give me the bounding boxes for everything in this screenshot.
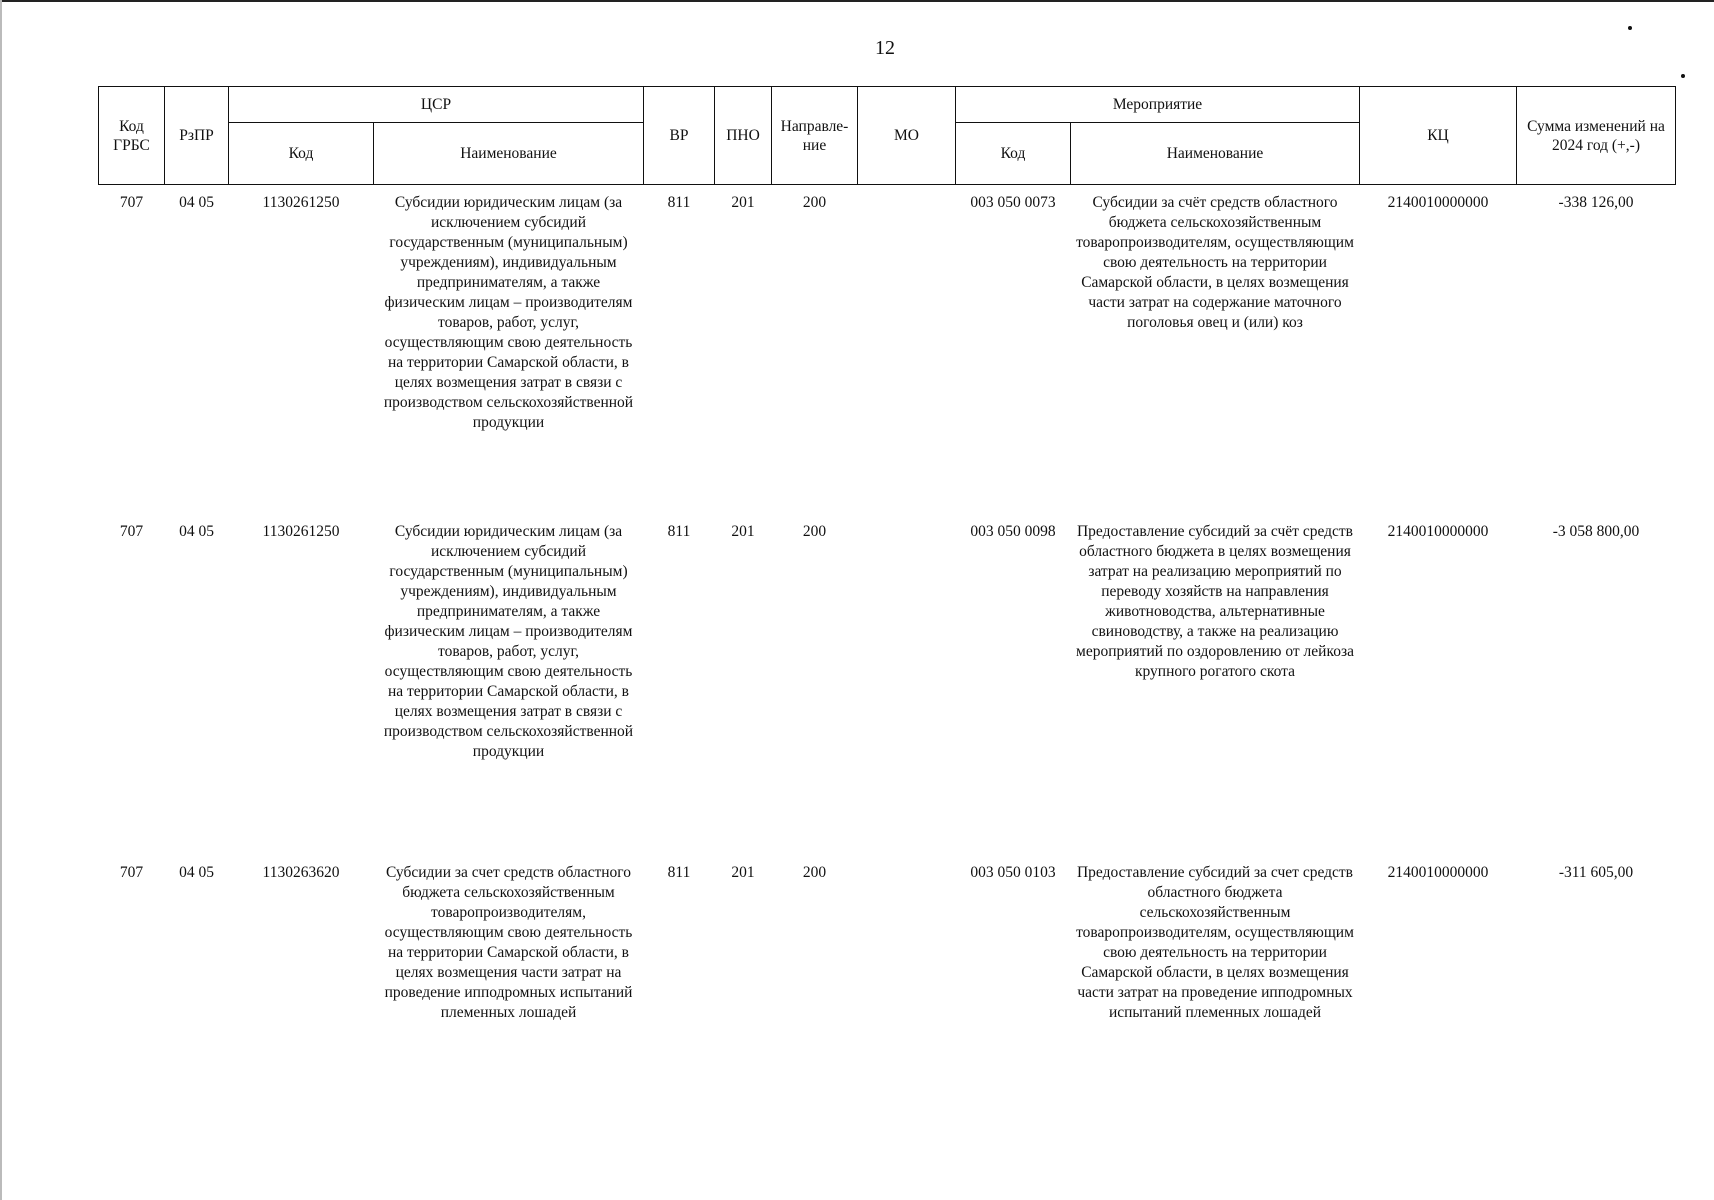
cell-summa: -311 605,00 <box>1558 864 1634 881</box>
header-mer-name: Наименование <box>1071 123 1360 185</box>
cell-pno: 201 <box>731 194 755 211</box>
table-row <box>99 185 1676 515</box>
cell-csr-code: 1130261250 <box>262 523 340 540</box>
cell-kc: 2140010000000 <box>1387 194 1489 211</box>
cell-kc: 2140010000000 <box>1387 523 1489 540</box>
cell-grbs: 707 <box>119 523 144 540</box>
cell-mer-code: 003 050 0103 <box>970 864 1056 881</box>
cell-kc: 2140010000000 <box>1387 864 1489 881</box>
cell-pno: 201 <box>731 864 755 881</box>
cell-mer-name: Предоставление субсидий за счёт средств областного бюджета в целях возмещения затрат на реализацию мероприятий по переводу хозяйств на направления животноводства, альтернативные свиноводству, а также на реализацию мероприятий по оздоровлению от лейкоза крупного рогатого скота <box>1076 523 1354 680</box>
cell-rzpr: 04 05 <box>179 864 214 881</box>
header-rzpr: РзПР <box>165 87 229 185</box>
cell-napravlenie: 200 <box>802 194 827 211</box>
page-number: 12 <box>875 37 895 59</box>
cell-csr-name: Субсидии юридическим лицам (за исключением субсидий государственным (муниципальным) учреждениям), индивидуальным предпринимателям, а также физическим лицам – производителям товаров, работ, услуг, осуществляющим свою деятельность на территории Самарской области, в целях возмещения затрат в связи с производством сельскохозяйственной продукции <box>383 523 634 760</box>
cell-vr: 811 <box>667 194 691 211</box>
cell-csr-code: 1130263620 <box>262 864 340 881</box>
cell-mer-name: Предоставление субсидий за счет средств областного бюджета сельскохозяйственным товаропроизводителям, осуществляющим свою деятельность на территории Самарской области, в целях возмещения части затрат на проведение ипподромных испытаний племенных лошадей <box>1076 864 1354 1021</box>
cell-mer-name: Субсидии за счёт средств областного бюджета сельскохозяйственным товаропроизводителям, осуществляющим свою деятельность на территории Самарской области, в целях возмещения части затрат на содержание маточного поголовья овец и (или) коз <box>1076 194 1354 331</box>
cell-vr: 811 <box>667 523 691 540</box>
cell-mer-code: 003 050 0073 <box>970 194 1056 211</box>
header-meropriyatie: Мероприятие <box>956 87 1360 123</box>
cell-mer-code: 003 050 0098 <box>970 523 1056 540</box>
cell-csr-name: Субсидии за счет средств областного бюджета сельскохозяйственным товаропроизводителям, осуществляющим свою деятельность на территории Самарской области, в целях возмещения части затрат на проведение ипподромных испытаний племенных лошадей <box>384 864 633 1021</box>
header-csr-name: Наименование <box>374 123 644 185</box>
cell-rzpr: 04 05 <box>179 523 214 540</box>
header-csr: ЦСР <box>229 87 644 123</box>
scan-edge-left <box>0 0 2 1200</box>
header-vr: ВР <box>644 87 715 185</box>
cell-vr: 811 <box>667 864 691 881</box>
scan-speck <box>1628 26 1632 30</box>
cell-summa: -338 126,00 <box>1558 194 1634 211</box>
cell-summa: -3 058 800,00 <box>1552 523 1640 540</box>
cell-napravlenie: 200 <box>802 864 827 881</box>
header-kod-grbs: Код ГРБС <box>99 87 165 185</box>
cell-csr-code: 1130261250 <box>262 194 340 211</box>
cell-mo <box>858 185 956 515</box>
budget-changes-table <box>98 86 1676 1083</box>
header-kc: КЦ <box>1360 87 1517 185</box>
cell-grbs: 707 <box>119 864 144 881</box>
table-row <box>99 855 1676 1083</box>
cell-grbs: 707 <box>119 194 144 211</box>
scan-edge-top <box>0 0 1714 2</box>
cell-pno: 201 <box>731 523 755 540</box>
header-mo: МО <box>858 87 956 185</box>
cell-mo <box>858 514 956 855</box>
cell-mo <box>858 855 956 1083</box>
header-summa: Сумма изменений на 2024 год (+,-) <box>1517 87 1676 185</box>
cell-rzpr: 04 05 <box>179 194 214 211</box>
cell-napravlenie: 200 <box>802 523 827 540</box>
scan-speck <box>1681 74 1685 78</box>
header-pno: ПНО <box>715 87 772 185</box>
header-napravlenie: Направле-ние <box>772 87 858 185</box>
table-row <box>99 514 1676 855</box>
header-csr-kod: Код <box>229 123 374 185</box>
header-mer-kod: Код <box>956 123 1071 185</box>
cell-csr-name: Субсидии юридическим лицам (за исключением субсидий государственным (муниципальным) учреждениям), индивидуальным предпринимателям, а также физическим лицам – производителям товаров, работ, услуг, осуществляющим свою деятельность на территории Самарской области, в целях возмещения затрат в связи с производством сельскохозяйственной продукции <box>383 194 634 431</box>
